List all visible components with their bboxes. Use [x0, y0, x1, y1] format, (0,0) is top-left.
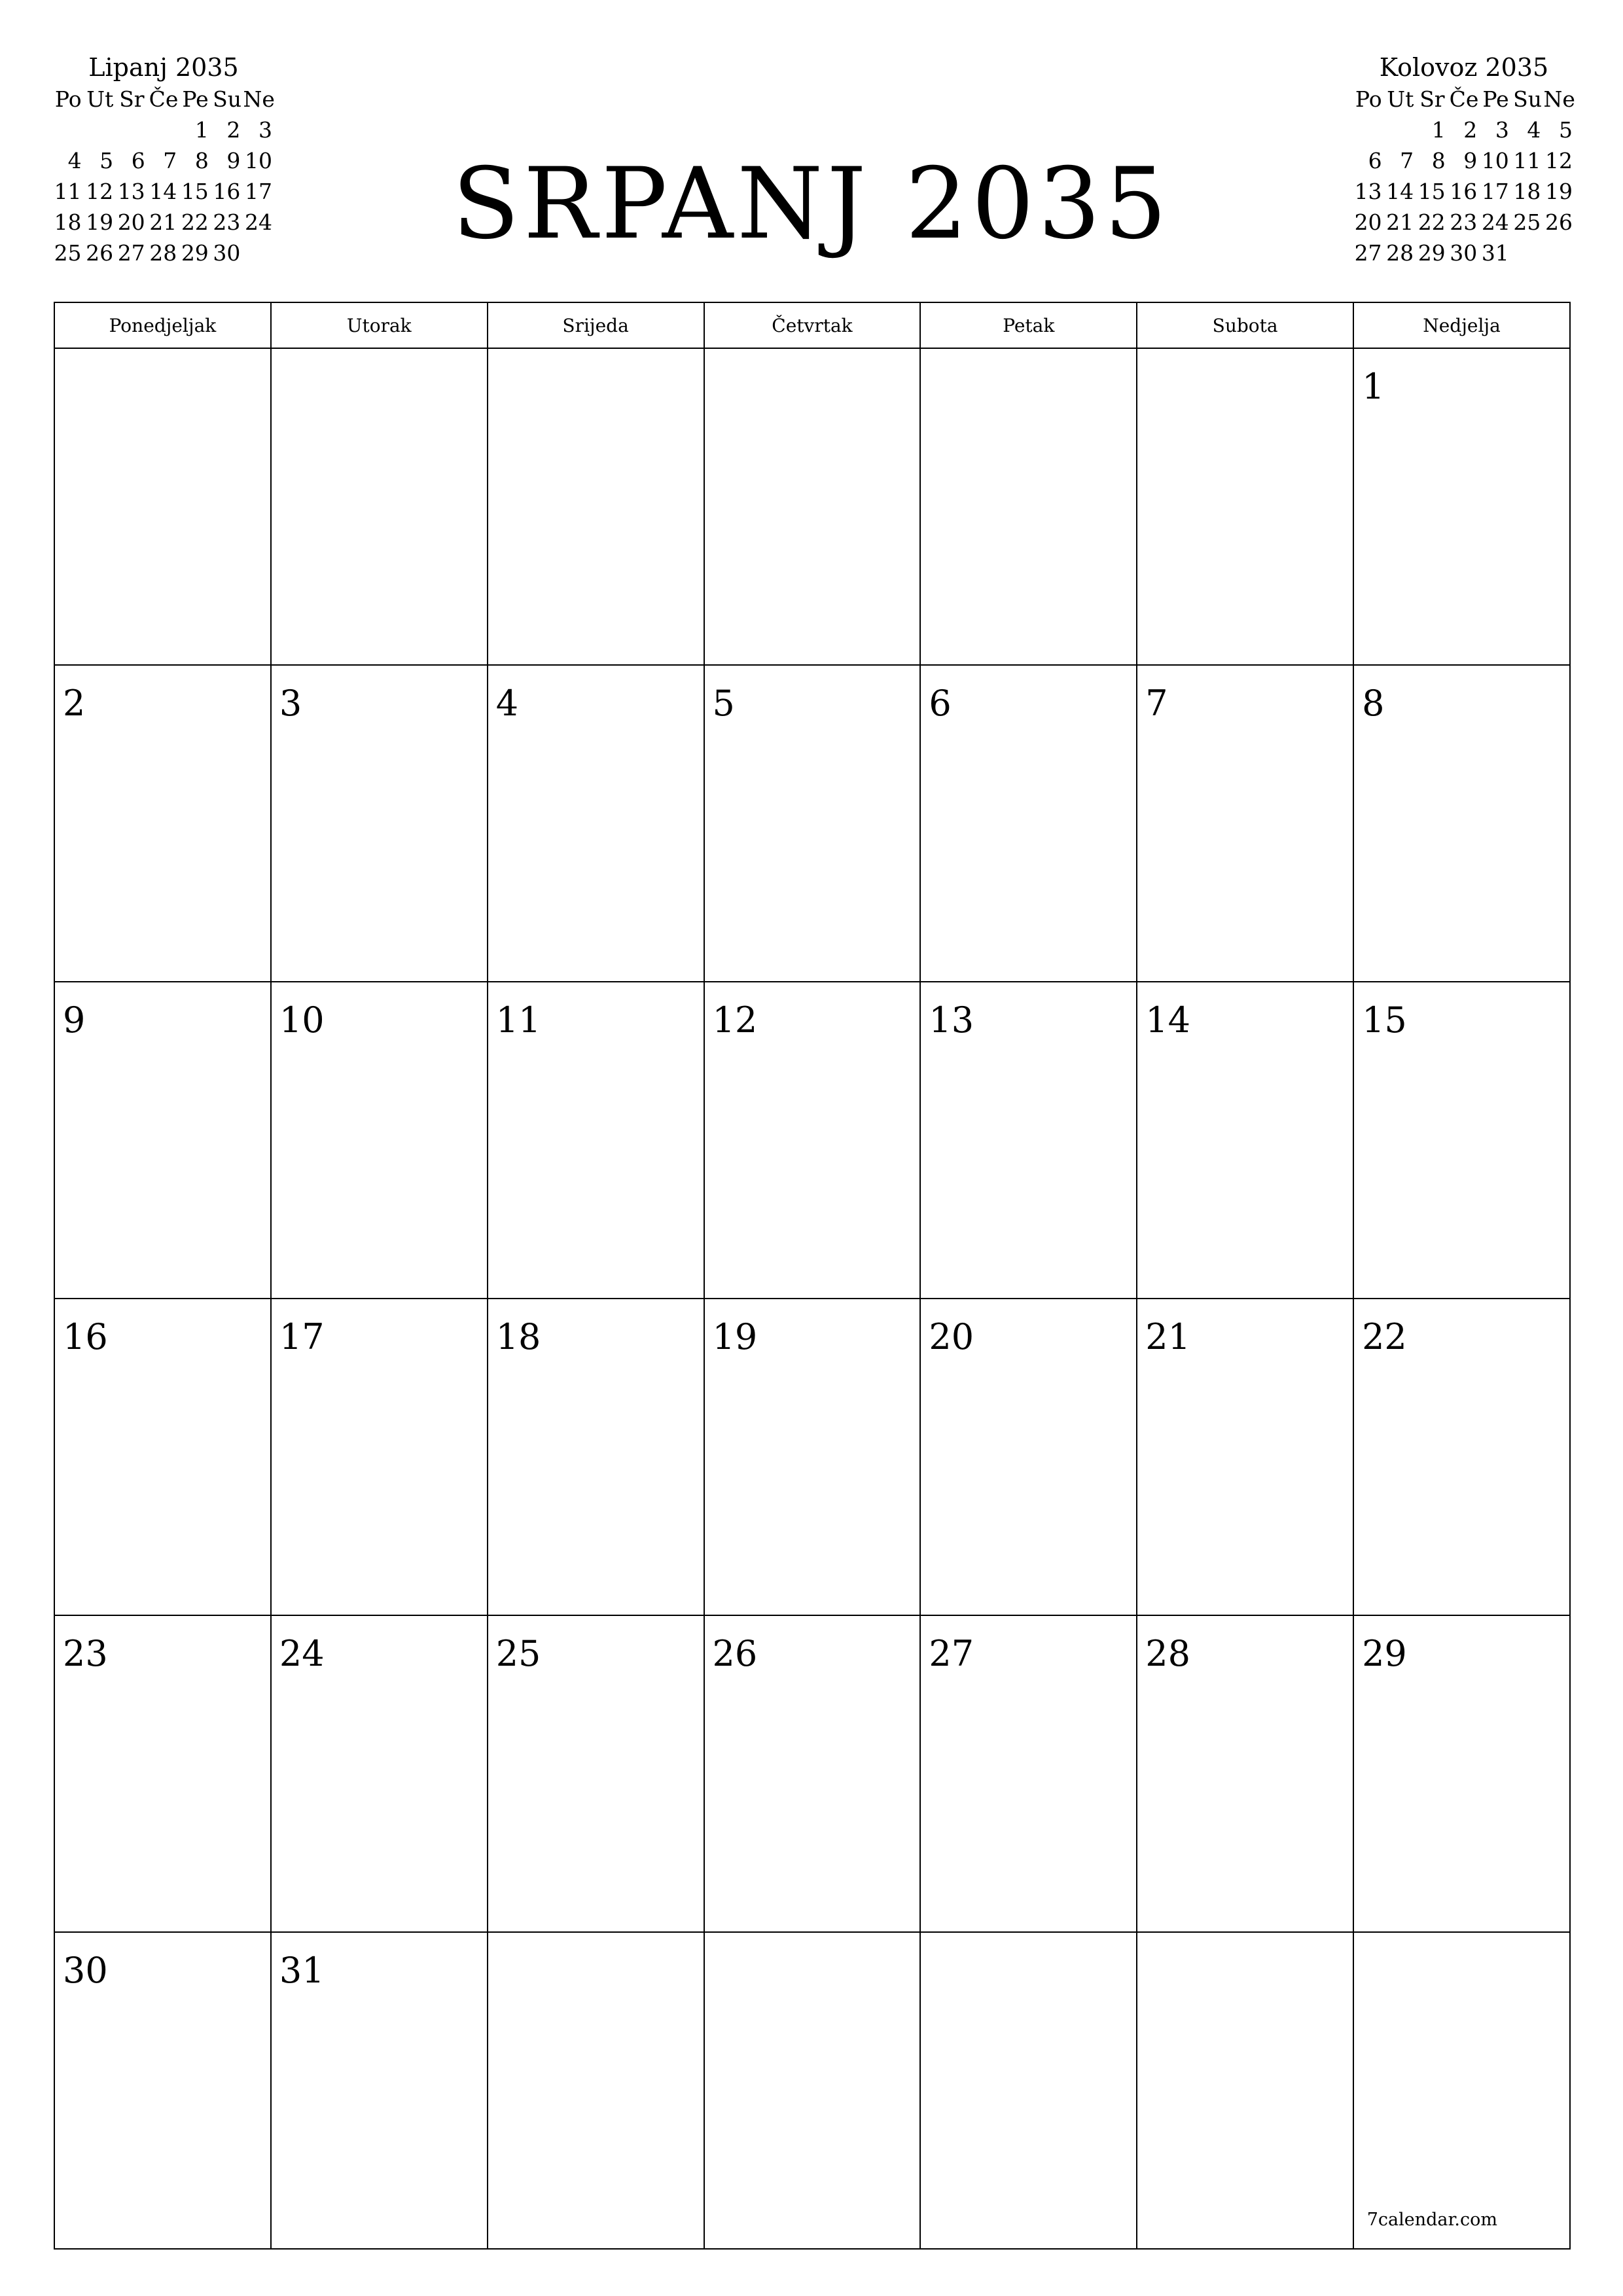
mini-day — [1543, 238, 1575, 268]
weekday-header: Srijeda — [488, 302, 704, 348]
mini-day: 21 — [149, 209, 177, 235]
mini-day — [1353, 115, 1385, 145]
day-number: 7 — [1145, 683, 1168, 724]
day-cell — [704, 1932, 921, 2249]
day-cell — [271, 982, 488, 1299]
mini-day: 2 — [1463, 117, 1478, 143]
day-number: 10 — [279, 999, 325, 1041]
day-number: 24 — [279, 1633, 325, 1674]
day-number: 11 — [495, 999, 541, 1041]
day-cell — [1137, 348, 1353, 665]
day-number: 2 — [63, 683, 86, 724]
day-cell — [1137, 1615, 1353, 1932]
day-cell — [920, 1299, 1137, 1615]
day-number: 25 — [495, 1633, 541, 1674]
day-cell — [1353, 1615, 1570, 1932]
mini-day: 13 — [1354, 179, 1382, 204]
day-number: 1 — [1362, 366, 1385, 407]
day-number: 19 — [712, 1316, 758, 1357]
weekday-header: Nedjelja — [1353, 302, 1570, 348]
mini-day: 26 — [86, 240, 114, 266]
day-cell — [704, 348, 921, 665]
day-number — [488, 1933, 704, 1951]
mini-day: 25 — [54, 240, 82, 266]
day-cell — [54, 1615, 271, 1932]
mini-day: 3 — [259, 117, 272, 143]
day-number: 4 — [495, 683, 519, 724]
mini-calendar-prev-title: Lipanj 2035 — [88, 53, 239, 82]
mini-day: 8 — [194, 148, 209, 173]
day-number — [1137, 349, 1353, 367]
mini-day: 17 — [245, 179, 272, 204]
day-number — [705, 349, 920, 367]
mini-day: 11 — [1513, 148, 1541, 173]
mini-day: 10 — [245, 148, 272, 173]
day-cell — [704, 1615, 921, 1932]
week-row — [54, 1615, 1570, 1932]
day-cell — [920, 1615, 1137, 1932]
day-number — [1354, 1933, 1569, 1951]
mini-day: 30 — [1450, 240, 1478, 266]
mini-day: 8 — [1431, 148, 1446, 173]
footer-credit: 7calendar.com — [1366, 2210, 1497, 2230]
mini-calendar-week — [1353, 207, 1575, 238]
week-row — [54, 1299, 1570, 1615]
day-cell — [271, 1932, 488, 2249]
mini-day — [1385, 115, 1417, 145]
mini-day: 7 — [1400, 148, 1414, 173]
mini-day: 30 — [213, 240, 241, 266]
mini-day: 31 — [1481, 240, 1509, 266]
mini-day: 17 — [1481, 179, 1509, 204]
mini-day: 16 — [213, 179, 241, 204]
mini-calendar-week — [1353, 115, 1575, 145]
day-number: 27 — [929, 1633, 974, 1674]
day-cell — [920, 1932, 1137, 2249]
day-number: 18 — [495, 1316, 541, 1357]
mini-day: 22 — [181, 209, 209, 235]
day-cell — [1137, 1299, 1353, 1615]
mini-day: 14 — [149, 179, 177, 204]
weekday-header: Ponedjeljak — [54, 302, 271, 348]
mini-calendar-next-table — [1353, 84, 1575, 268]
week-row — [54, 982, 1570, 1299]
mini-day: 15 — [181, 179, 209, 204]
day-cell — [1137, 982, 1353, 1299]
mini-day: 5 — [1559, 117, 1573, 143]
day-number: 14 — [1145, 999, 1190, 1041]
mini-day: 28 — [149, 240, 177, 266]
week-row — [54, 1932, 1570, 2249]
day-number — [921, 349, 1136, 367]
mini-day: 20 — [1354, 209, 1382, 235]
mini-day: 21 — [1386, 209, 1414, 235]
mini-day: 3 — [1495, 117, 1509, 143]
day-cell — [704, 1299, 921, 1615]
day-number: 9 — [63, 999, 86, 1041]
mini-calendar-week — [1353, 176, 1575, 207]
mini-day: 12 — [86, 179, 114, 204]
day-cell — [1353, 348, 1570, 665]
mini-day: 6 — [131, 148, 145, 173]
mini-day: 9 — [226, 148, 241, 173]
mini-day: 6 — [1368, 148, 1382, 173]
weekday-header-row — [54, 302, 1570, 348]
day-number: 3 — [279, 683, 302, 724]
day-cell — [271, 1299, 488, 1615]
day-number — [272, 349, 487, 367]
mini-day: 29 — [181, 240, 209, 266]
day-cell — [54, 348, 271, 665]
mini-day: 27 — [117, 240, 145, 266]
day-number: 22 — [1362, 1316, 1407, 1357]
mini-day: 28 — [1386, 240, 1414, 266]
day-cell — [271, 348, 488, 665]
weekday-short: Če — [149, 86, 179, 112]
mini-calendar-header-row — [52, 84, 275, 115]
page-title: SRPANJ 2035 — [452, 147, 1171, 261]
weekday-short: Pe — [182, 86, 209, 112]
day-cell — [1137, 1932, 1353, 2249]
weekday-header: Četvrtak — [704, 302, 921, 348]
mini-day: 24 — [1481, 209, 1509, 235]
weekday-short: Po — [1355, 86, 1382, 112]
mini-day: 29 — [1418, 240, 1446, 266]
mini-day: 10 — [1481, 148, 1509, 173]
mini-day: 4 — [1527, 117, 1541, 143]
weekday-short: Sr — [119, 86, 145, 112]
day-cell — [54, 982, 271, 1299]
mini-day: 27 — [1354, 240, 1382, 266]
weekday-short: Če — [1449, 86, 1479, 112]
weekday-short: Pe — [1482, 86, 1509, 112]
mini-day: 20 — [117, 209, 145, 235]
day-cell — [271, 1615, 488, 1932]
day-number: 13 — [929, 999, 974, 1041]
mini-day: 12 — [1545, 148, 1573, 173]
day-number — [921, 1933, 1136, 1951]
weekday-short: Su — [213, 86, 242, 112]
mini-day: 23 — [1450, 209, 1478, 235]
day-number — [1137, 1933, 1353, 1951]
mini-day: 14 — [1386, 179, 1414, 204]
mini-day: 23 — [213, 209, 241, 235]
day-number: 31 — [279, 1950, 325, 1991]
weekday-short: Sr — [1419, 86, 1445, 112]
day-number: 30 — [63, 1950, 108, 1991]
weekday-short: Ut — [1387, 86, 1414, 112]
mini-calendar-week — [1353, 145, 1575, 176]
day-cell — [704, 665, 921, 982]
mini-day: 15 — [1418, 179, 1446, 204]
day-number: 8 — [1362, 683, 1385, 724]
weekday-short: Ut — [86, 86, 114, 112]
mini-day: 9 — [1463, 148, 1478, 173]
day-cell — [1137, 665, 1353, 982]
mini-day: 7 — [163, 148, 177, 173]
day-cell — [1353, 1932, 1570, 2249]
day-cell — [920, 348, 1137, 665]
mini-day: 1 — [194, 117, 209, 143]
day-number — [488, 349, 704, 367]
day-cell — [1353, 665, 1570, 982]
day-number: 23 — [63, 1633, 108, 1674]
day-number: 17 — [279, 1316, 325, 1357]
mini-calendar-next — [1353, 51, 1575, 268]
mini-calendar-week — [1353, 238, 1575, 268]
mini-day: 11 — [54, 179, 82, 204]
day-cell — [488, 348, 704, 665]
mini-day: 26 — [1545, 209, 1573, 235]
day-number — [705, 1933, 920, 1951]
mini-day — [1512, 238, 1544, 268]
mini-day: 18 — [54, 209, 82, 235]
weekday-short: Ne — [243, 86, 275, 112]
day-number: 16 — [63, 1316, 108, 1357]
day-number: 5 — [712, 683, 735, 724]
mini-day: 4 — [67, 148, 82, 173]
weekday-header: Utorak — [271, 302, 488, 348]
weekday-short: Su — [1513, 86, 1543, 112]
day-cell — [488, 1932, 704, 2249]
day-cell — [488, 982, 704, 1299]
weekday-header: Subota — [1137, 302, 1353, 348]
day-number: 15 — [1362, 999, 1407, 1041]
day-number: 29 — [1362, 1633, 1407, 1674]
mini-day: 19 — [86, 209, 114, 235]
day-cell — [704, 982, 921, 1299]
week-row — [54, 665, 1570, 982]
day-cell — [1353, 982, 1570, 1299]
week-row — [54, 348, 1570, 665]
month-grid — [54, 302, 1571, 2250]
day-cell — [488, 1299, 704, 1615]
day-cell — [54, 1932, 271, 2249]
day-number: 6 — [929, 683, 952, 724]
mini-day: 2 — [226, 117, 241, 143]
day-cell — [488, 1615, 704, 1932]
mini-day: 19 — [1545, 179, 1573, 204]
mini-calendar-next-title: Kolovoz 2035 — [1379, 53, 1549, 82]
mini-day: 22 — [1418, 209, 1446, 235]
day-number — [55, 349, 270, 367]
day-number: 20 — [929, 1316, 974, 1357]
day-cell — [920, 982, 1137, 1299]
day-cell — [1353, 1299, 1570, 1615]
mini-day: 18 — [1513, 179, 1541, 204]
day-number: 21 — [1145, 1316, 1190, 1357]
mini-calendar-header-row — [1353, 84, 1575, 115]
mini-day: 5 — [99, 148, 114, 173]
day-cell — [488, 665, 704, 982]
weekday-short: Ne — [1543, 86, 1575, 112]
day-cell — [271, 665, 488, 982]
mini-day: 1 — [1431, 117, 1446, 143]
weekday-header: Petak — [920, 302, 1137, 348]
mini-day: 13 — [117, 179, 145, 204]
day-cell — [54, 665, 271, 982]
day-cell — [920, 665, 1137, 982]
day-number: 26 — [712, 1633, 758, 1674]
mini-day: 16 — [1450, 179, 1478, 204]
day-number: 12 — [712, 999, 758, 1041]
mini-day: 24 — [245, 209, 272, 235]
mini-day: 25 — [1513, 209, 1541, 235]
day-number: 28 — [1145, 1633, 1190, 1674]
weekday-short: Po — [54, 86, 82, 112]
day-cell — [54, 1299, 271, 1615]
